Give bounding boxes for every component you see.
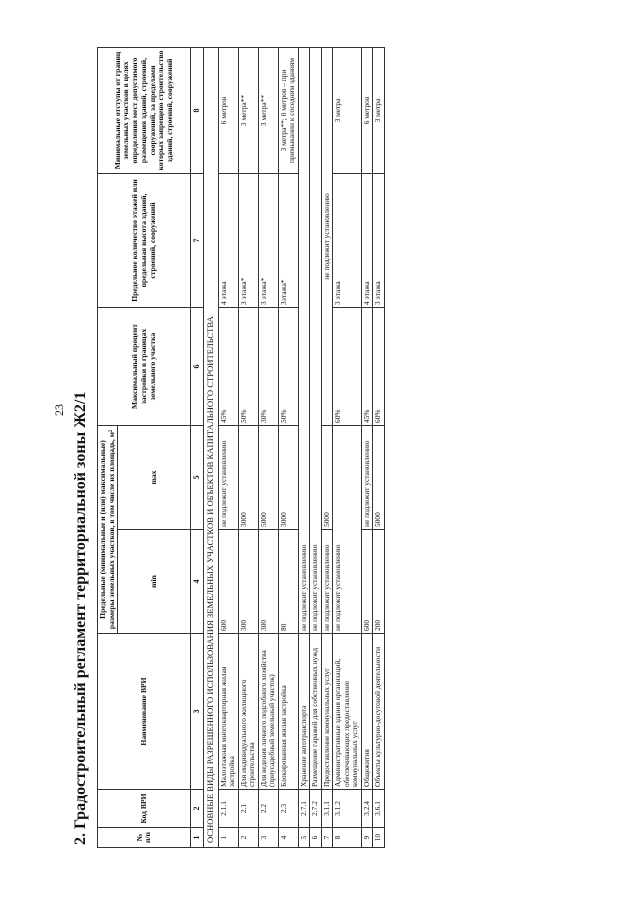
row-min: не подлежит установлению [321,530,333,634]
table-row [238,47,258,847]
row-num: 2 [238,828,258,848]
row-setback: 6 метров [361,47,373,173]
row-percent: 45% [218,307,238,425]
row-num: 5 [298,828,310,848]
row-code: 2.7.2 [310,790,322,828]
header-row [98,47,118,847]
row-name: Малоэтажная многоквартирная жилая застройка [218,634,238,790]
row-name: Административные здания организаций, обеспечивающих предоставление коммунальных услуг [333,634,362,790]
header-percent: Максимальный процент застройки в границах земельного участка [98,307,191,425]
row-floors: 3 этажа [333,173,362,307]
header-setback: Минимальные отступы от границ земельных участков в целях определения мест допустимого размещения зданий, строений, сооружений, за пределами которых запрещено строительство зданий, строений, сооружений [98,47,191,173]
table-row [298,47,310,847]
row-floors: 3 этажа* [238,173,258,307]
col-num: 6 [191,307,203,425]
row-code: 2.7.1 [298,790,310,828]
row-code: 2.2 [258,790,278,828]
table-row [258,47,278,847]
row-code: 3.1.1 [321,790,333,828]
row-min: 600 [218,530,238,634]
row-setback: 6 метров [218,47,238,173]
row-setback: 3 метра [373,47,385,173]
row-percent: 60% [333,307,362,425]
row-max: 3000 [238,425,258,529]
row-setback: 3 метра**; 0 метров – при примыкании к соседним зданиям [278,47,298,173]
row-min: 300 [258,530,278,634]
row-name: Объекты культурно-досуговой деятельности [373,634,385,790]
page-title: 2. Градостроительный регламент территориальной зоны Ж2/1 [72,391,89,845]
row-not-set: не подлежит установлению [310,47,322,633]
col-num: 1 [191,828,203,848]
row-num: 9 [361,828,373,848]
row-name: Хранение автотранспорта [298,634,310,790]
row-percent: 60% [373,307,385,425]
row-max: 3000 [278,425,298,529]
row-num: 3 [258,828,278,848]
row-not-set: не подлежит установлению [321,47,333,425]
row-code: 3.6.1 [373,790,385,828]
regulation-table [97,48,537,848]
col-num: 2 [191,790,203,828]
row-name: Для ведения личного подсобного хозяйства (приусадебный земельный участок) [258,634,278,790]
row-percent: 50% [278,307,298,425]
row-floors: 4 этажа [361,173,373,307]
section-title: ОСНОВНЫЕ ВИДЫ РАЗРЕШЕННОГО ИСПОЛЬЗОВАНИЯ ЗЕМЕЛЬНЫХ УЧАСТКОВ И ОБЪЕКТОВ КАПИТАЛЬНОГО СТРОИТЕЛЬСТВА [203,47,218,847]
row-name: Для индивидуального жилищного строительства [238,634,258,790]
row-not-set: не подлежит установлению [298,47,310,633]
header-name: Наименование ВРИ [98,634,191,790]
row-name: Общежития [361,634,373,790]
row-max: 5000 [258,425,278,529]
header-num: № п/п [98,828,191,848]
table-row [310,47,322,847]
header-size: Предельные (минимальные и (или) максимальные) размеры земельных участков, в том числе их площадь, м² [98,425,118,633]
col-num: 3 [191,634,203,790]
table-row [321,47,333,847]
row-code: 3.2.4 [361,790,373,828]
row-name: Блокированная жилая застройка [278,634,298,790]
row-code: 2.1 [238,790,258,828]
table-row [278,47,298,847]
row-min: 200 [373,530,385,634]
col-num: 7 [191,173,203,307]
row-code: 2.3 [278,790,298,828]
header-min: min [118,530,191,634]
row-floors: 3 этажа* [258,173,278,307]
header-floors: Предельное количество этажей или предельная высота зданий, строений, сооружений [98,173,191,307]
header-max: max [118,425,191,529]
row-name: Размещение гаражей для собственных нужд [310,634,322,790]
row-size: не подлежит установлению [333,425,362,633]
row-floors: 3 этажа [373,173,385,307]
row-min: 80 [278,530,298,634]
row-code: 2.1.1 [218,790,238,828]
row-percent: 50% [238,307,258,425]
col-num: 4 [191,530,203,634]
column-number-row [191,47,203,847]
row-max: не подлежит установлению [361,425,373,529]
row-num: 10 [373,828,385,848]
row-max: 5000 [373,425,385,529]
row-min: 600 [361,530,373,634]
row-max: не подлежит установлению [218,425,238,529]
row-num: 6 [310,828,322,848]
table-row [373,47,385,847]
row-setback: 3 метра** [258,47,278,173]
header-code: Код ВРИ [98,790,191,828]
table-row [218,47,238,847]
row-num: 8 [333,828,362,848]
row-num: 1 [218,828,238,848]
row-percent: 45% [361,307,373,425]
row-floors: 3этажа* [278,173,298,307]
row-max: 5000 [321,425,333,529]
row-min: 300 [238,530,258,634]
row-setback: 3 метра [333,47,362,173]
row-floors: 4 этажа [218,173,238,307]
row-num: 4 [278,828,298,848]
page-number: 23 [52,404,66,416]
row-name: Предоставление коммунальных услуг [321,634,333,790]
table-row [361,47,373,847]
col-num: 8 [191,47,203,173]
row-setback: 3 метра** [238,47,258,173]
row-percent: 30% [258,307,278,425]
table-row [333,47,362,847]
col-num: 5 [191,425,203,529]
row-code: 3.1.2 [333,790,362,828]
row-num: 7 [321,828,333,848]
